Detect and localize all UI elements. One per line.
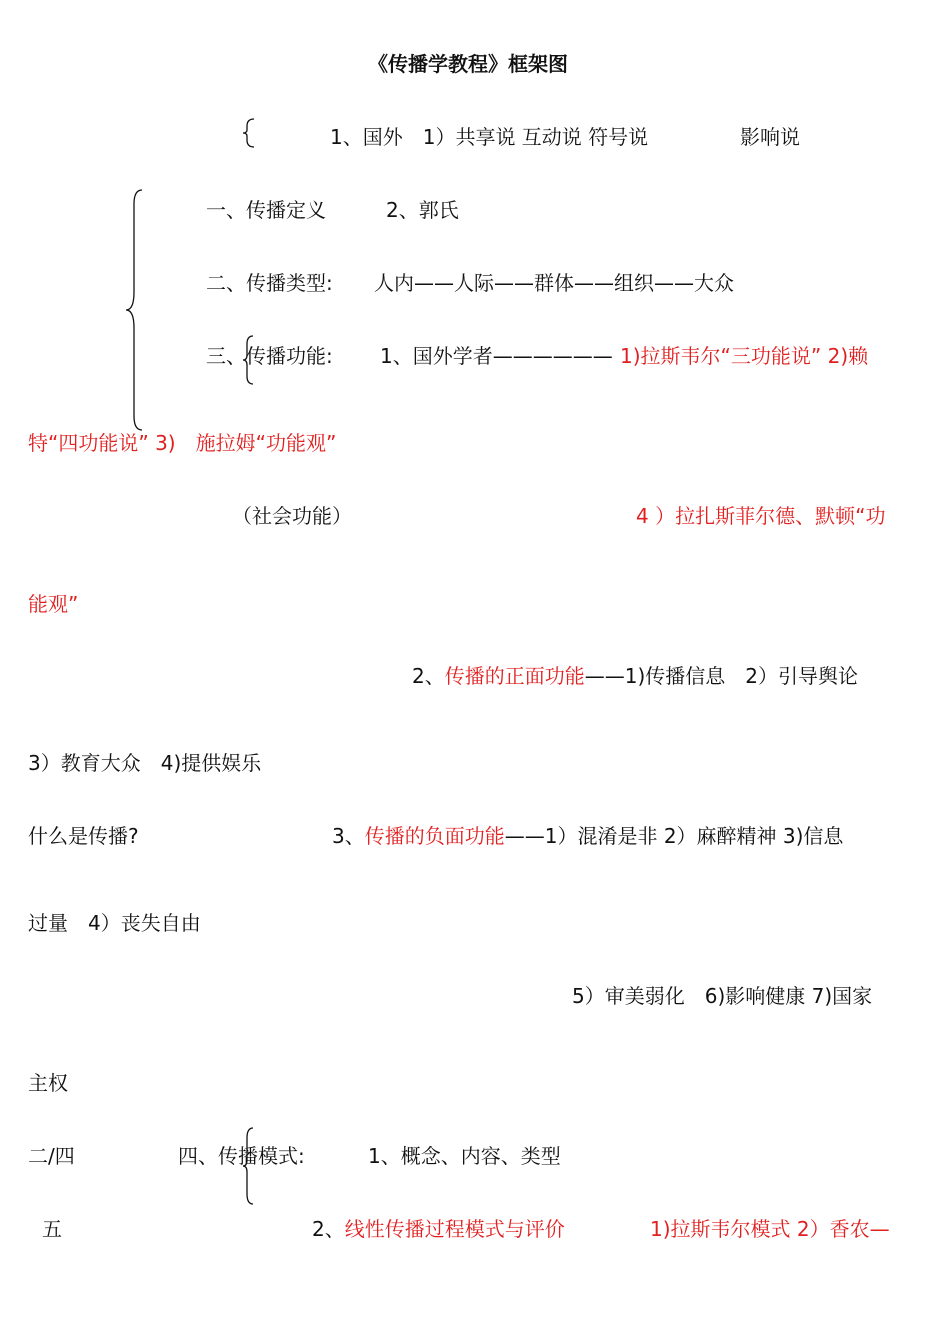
wright-schramm-theory: 特“四功能说” 3) 施拉姆“功能观” <box>28 431 337 455</box>
small-brace-2 <box>240 334 256 386</box>
types-label: 二、传播类型: <box>206 271 333 295</box>
influence-theory: 影响说 <box>740 125 800 149</box>
linear-model-title: 线性传播过程模式与评价 <box>344 1217 565 1241</box>
negative-functions-line4: 主权 <box>28 1071 68 1095</box>
positive-functions-line2: 3）教育大众 4)提供娱乐 <box>28 751 262 775</box>
types-content: 人内——人际——群体——组织——大众 <box>374 271 734 295</box>
page-title: 《传播学教程》框架图 <box>368 52 568 76</box>
positive-num: 2、 <box>412 664 445 688</box>
large-brace <box>122 188 148 432</box>
models-item1: 1、概念、内容、类型 <box>368 1144 561 1168</box>
chapter-side-label: 二/四 <box>28 1144 75 1168</box>
functions-label: 三、传播功能: <box>206 344 333 368</box>
negative-functions-title: 传播的负面功能 <box>364 824 505 848</box>
negative-num: 3、 <box>332 824 365 848</box>
lasswell-shannon-models: 1)拉斯韦尔模式 2）香农— <box>650 1217 890 1241</box>
lasswell-theory: 1)拉斯韦尔“三功能说” 2)赖 <box>620 344 869 368</box>
models-label: 四、传播模式: <box>178 1144 305 1168</box>
guo-item: 2、郭氏 <box>386 198 459 222</box>
negative-functions-line3: 5）审美弱化 6)影响健康 7)国家 <box>572 984 873 1008</box>
small-brace-1 <box>240 117 260 149</box>
positive-functions-items: ——1)传播信息 2）引导舆论 <box>584 664 858 688</box>
positive-functions-title: 传播的正面功能 <box>444 664 585 688</box>
negative-functions-items: ——1）混淆是非 2）麻醉精神 3)信息 <box>504 824 844 848</box>
models-item2-num: 2、 <box>312 1217 345 1241</box>
chapter-side-label-2: 五 <box>42 1217 62 1241</box>
what-is-communication: 什么是传播? <box>28 824 139 848</box>
negative-functions-line <box>332 824 843 848</box>
foreign-theories: 1、国外 1）共享说 互动说 符号说 <box>330 125 649 149</box>
lazarsfeld-merton-theory: 4 ）拉扎斯菲尔德、默顿“功 <box>636 504 886 528</box>
small-brace-3 <box>240 1126 256 1206</box>
social-function: （社会功能） <box>232 504 352 528</box>
foreign-scholars: 1、国外学者—————— <box>380 344 613 368</box>
negative-functions-line2: 过量 4）丧失自由 <box>28 911 201 935</box>
positive-functions-line <box>412 664 858 688</box>
definition-label: 一、传播定义 <box>206 198 326 222</box>
models-item2 <box>312 1217 565 1241</box>
function-view-continued: 能观” <box>28 592 79 616</box>
